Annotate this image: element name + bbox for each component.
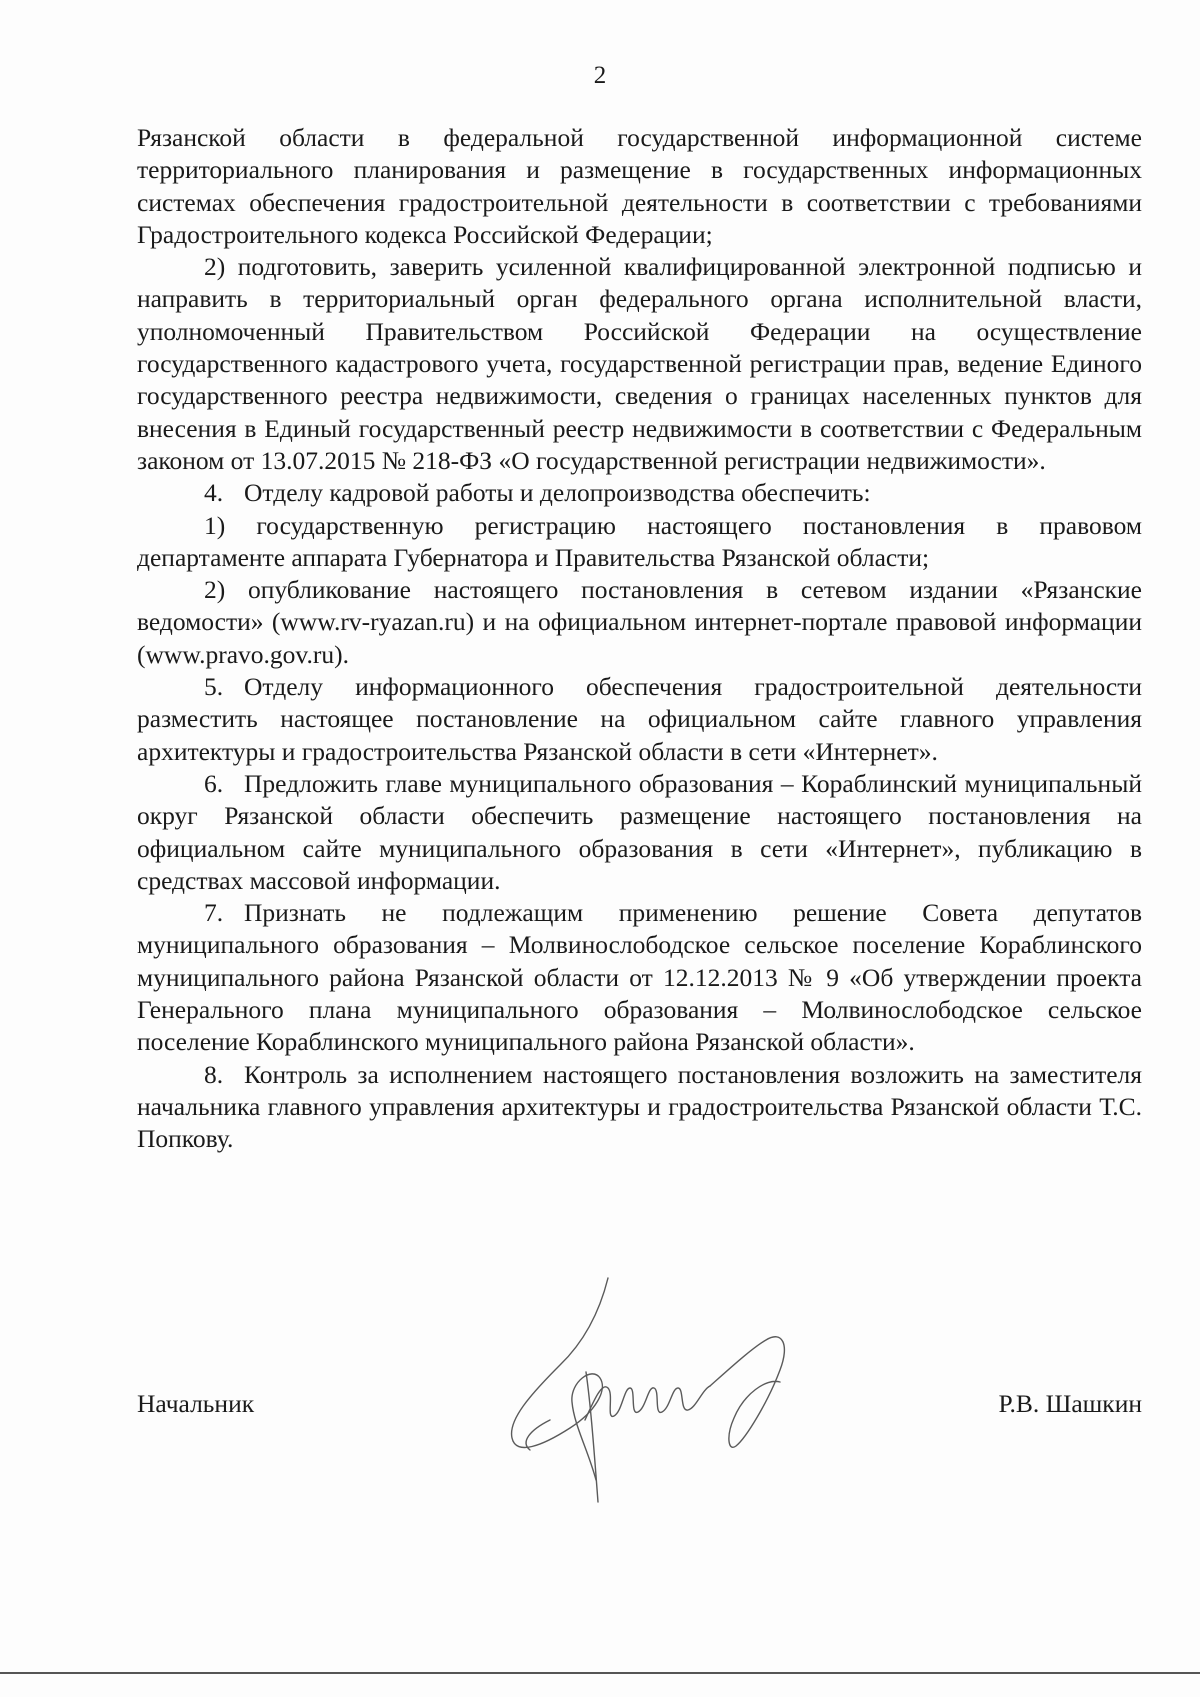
page-number: 2 [593, 62, 607, 89]
paragraph-subitem-2: 2) подготовить, заверить усиленной квалифицированной электронной подписью и направить в территориальный орган федерального органа исполнительной власти, уполномоченный Правительством Российской Федерации на осуществление государственного кадастрового учета, государственной регистрации прав, ведение Единого государственного реестра недвижимости, сведения о границах населенных пунктов для внесения в Единый государственный реестр недвижимости в соответствии с Федеральным законом от 13.07.2015 № 218-ФЗ «О государственной регистрации недвижимости». [137, 252, 1142, 475]
scan-bottom-edge [0, 1672, 1200, 1674]
item-number: 7. [204, 898, 224, 928]
item-text: Контроль за исполнением настоящего постановления возложить на заместителя начальника главного управления архитектуры и градостроительства Рязанской области Т.С. Попкову. [137, 1059, 1142, 1154]
item-number: 4. [204, 478, 224, 508]
document-body [137, 122, 1142, 1156]
paragraph-item-5 [137, 671, 1142, 768]
paragraph-item-8 [137, 1059, 1142, 1156]
paragraph-item-4 [137, 477, 1142, 509]
signer-role: Начальник [137, 1389, 255, 1418]
paragraph-item-4-sub-2: 2) опубликование настоящего постановления в сетевом издании «Рязанские ведомости» (www.rv-ryazan.ru) и на официальном интернет-портале правовой информации (www.pravo.gov.ru). [137, 575, 1142, 669]
paragraph-item-4-sub-1: 1) государственную регистрацию настоящего постановления в правовом департаменте аппарата Губернатора и Правительства Рязанской области; [137, 510, 1142, 572]
paragraph-item-7 [137, 897, 1142, 1058]
item-number: 6. [204, 768, 224, 798]
paragraph-item-6 [137, 768, 1142, 897]
item-text: Отделу кадровой работы и делопроизводства обеспечить: [244, 478, 871, 508]
item-number: 8. [204, 1059, 224, 1089]
item-number: 5. [204, 672, 224, 702]
signer-name: Р.В. Шашкин [998, 1389, 1142, 1418]
item-text: Предложить главе муниципального образования – Кораблинский муниципальный округ Рязанской области обеспечить размещение настоящего постановления на официальном сайте муниципального образования в сети «Интернет», публикацию в средствах массовой информации. [137, 768, 1142, 895]
item-text: Отделу информационного обеспечения градостроительной деятельности разместить настоящее постановление на официальном сайте главного управления архитектуры и градостроительства Рязанской области в сети «Интернет». [137, 672, 1142, 766]
handwritten-signature [490, 1270, 820, 1510]
item-text: Признать не подлежащим применению решение Совета депутатов муниципального образования – Молвинослободское сельское поселение Кораблинского муниципального района Рязанской области от 12.12.2013 № 9 «Об утверждении проекта Генерального плана муниципального образования – Молвинослободское сельское поселение Кораблинского муниципального района Рязанской области». [137, 898, 1142, 1057]
paragraph-continuation: Рязанской области в федеральной государственной информационной системе территориального планирования и размещение в государственных информационных системах обеспечения градостроительной деятельности в соответствии с требованиями Градостроительного кодекса Российской Федерации; [137, 123, 1142, 249]
